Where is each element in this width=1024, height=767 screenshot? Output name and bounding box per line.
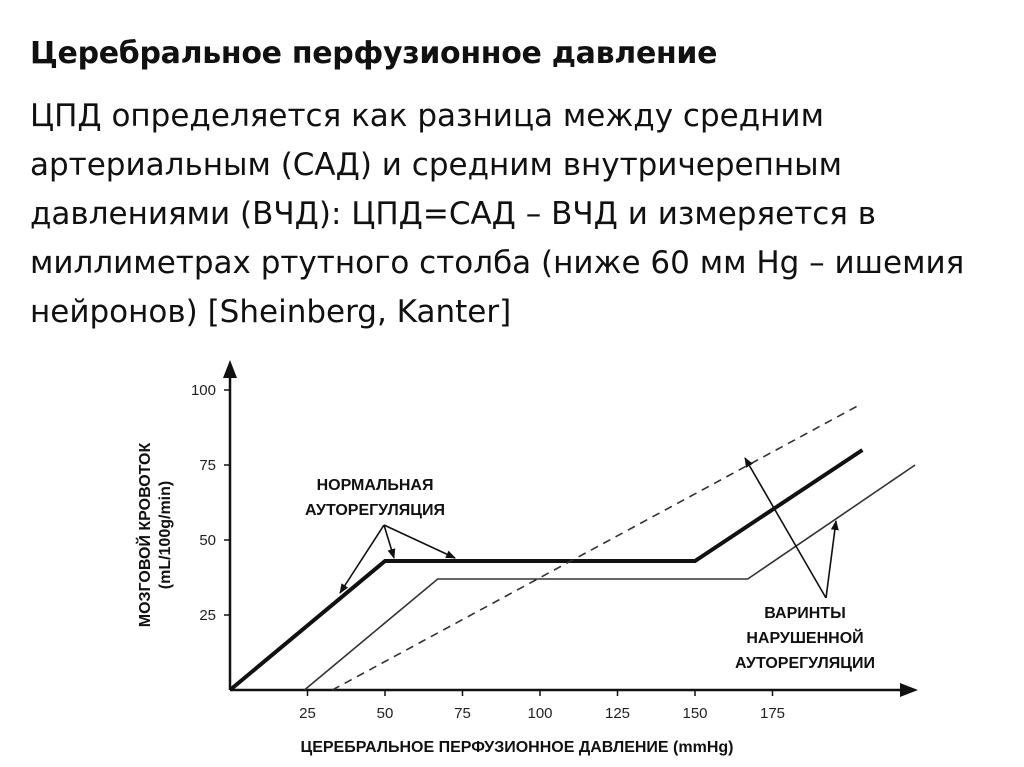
annotation-arrow <box>384 525 394 558</box>
y-axis-label-line1: МОЗГОВОЙ КРОВОТОК <box>137 442 154 628</box>
x-tick-label: 100 <box>527 705 553 722</box>
y-axis-arrow-icon <box>223 360 237 378</box>
slide-title: Церебральное перфузионное давление <box>30 36 718 71</box>
x-tick-label: 50 <box>376 705 394 722</box>
y-axis-label-line2: (mL/100g/min) <box>157 480 174 590</box>
x-ticks <box>299 690 785 722</box>
annotation-impaired-line2: НАРУШЕННОЙ <box>746 630 864 647</box>
x-tick-label: 125 <box>604 705 631 722</box>
x-tick-label: 175 <box>759 705 786 722</box>
annotation-impaired-line3: АУТОРЕГУЛЯЦИИ <box>735 655 875 672</box>
annotation-arrow <box>340 525 384 593</box>
y-tick-label: 25 <box>199 607 216 624</box>
x-axis-label: ЦЕРЕБРАЛЬНОЕ ПЕРФУЗИОННОЕ ДАВЛЕНИЕ (mmHg) <box>300 739 734 756</box>
y-ticks <box>191 382 230 624</box>
x-axis-arrow-icon <box>900 683 918 697</box>
x-tick-label: 25 <box>299 705 316 722</box>
y-tick-label: 75 <box>199 457 216 474</box>
x-tick-label: 75 <box>454 705 471 722</box>
annotation-impaired-line1: ВАРИНТЫ <box>764 605 846 622</box>
slide-body-text: ЦПД определяется как разница между средним артериальным (САД) и средним внутричерепным давлениями (ВЧД): ЦПД=САД – ВЧД и измеряется в миллиметрах ртутного столба (ниже 60 мм Hg – ишемия нейронов) [Sheinberg, Kanter] <box>30 98 965 330</box>
y-tick-label: 100 <box>190 382 216 399</box>
annotation-arrow <box>826 521 836 598</box>
annotation-normal-line2: АУТОРЕГУЛЯЦИЯ <box>305 502 445 519</box>
y-tick-label: 50 <box>199 532 216 549</box>
annotation-arrow <box>745 458 826 598</box>
annotation-arrow <box>384 525 455 558</box>
annotation-normal-line1: НОРМАЛЬНАЯ <box>316 477 434 494</box>
x-tick-label: 150 <box>682 705 708 722</box>
series-dashed-passive <box>332 405 859 690</box>
